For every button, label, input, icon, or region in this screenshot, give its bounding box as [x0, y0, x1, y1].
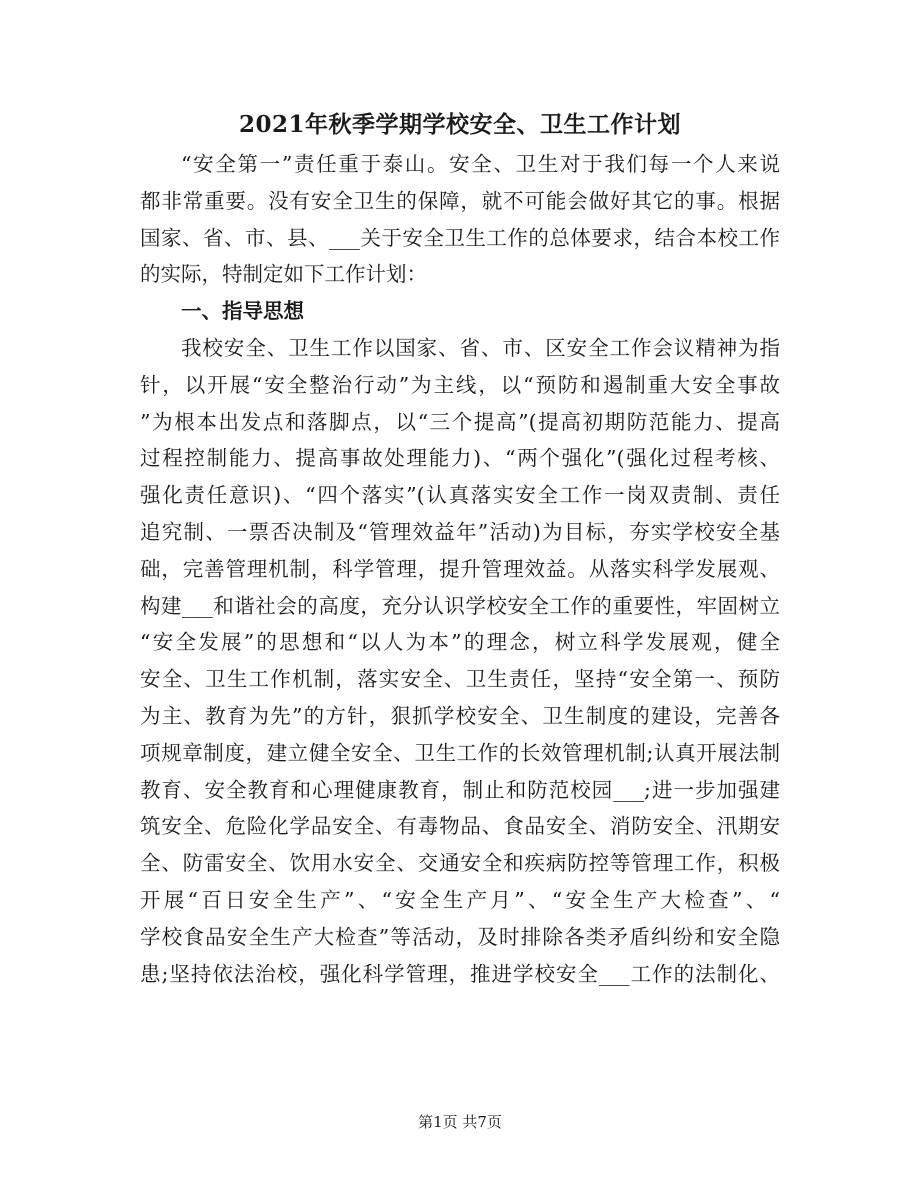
paragraph-line: 开展“百日安全生产”、“安全生产月”、“安全生产大检查”、“	[140, 887, 780, 912]
paragraph-line: 学校食品安全生产大检查”等活动，及时排除各类矛盾纠纷和安全隐	[140, 924, 780, 949]
paragraph-line: 构建___和谐社会的高度，充分认识学校安全工作的重要性，牢固树立	[140, 593, 780, 618]
paragraph-line: 全、防雷安全、饮用水安全、交通安全和疾病防控等管理工作，积极	[140, 851, 780, 876]
paragraph-line: 为主、教育为先”的方针，狠抓学校安全、卫生制度的建设，完善各	[140, 703, 780, 728]
paragraph-line: ”为根本出发点和落脚点，以“三个提高”(提高初期防范能力、提高	[140, 409, 780, 434]
paragraph-line: 我校安全、卫生工作以国家、省、市、区安全工作会议精神为指	[181, 335, 780, 360]
paragraph-line: “安全发展”的思想和“以人为本”的理念，树立科学发展观，健全	[140, 630, 780, 655]
paragraph-line: 安全、卫生工作机制，落实安全、卫生责任，坚持“安全第一、预防	[140, 667, 780, 692]
paragraph-line: 国家、省、市、县、___关于安全卫生工作的总体要求，结合本校工作	[140, 225, 780, 250]
paragraph-line: 针，以开展“安全整治行动”为主线，以“预防和遏制重大安全事故	[140, 372, 780, 397]
paragraph-line: 追究制、一票否决制及“管理效益年”活动)为目标，夯实学校安全基	[140, 519, 780, 544]
document-body	[140, 146, 780, 992]
section-heading: 一、指导思想	[181, 299, 304, 324]
paragraph-line: 项规章制度，建立健全安全、卫生工作的长效管理机制;认真开展法制	[140, 740, 780, 765]
paragraph-line: “安全第一”责任重于泰山。安全、卫生对于我们每一个人来说	[181, 152, 780, 176]
paragraph-line: 强化责任意识)、“四个落实”(认真落实安全工作一岗双责制、责任	[140, 483, 780, 508]
page-number-footer: 第1页 共7页	[418, 1113, 502, 1131]
paragraph-line: 础，完善管理机制，科学管理，提升管理效益。从落实科学发展观、	[140, 556, 780, 581]
paragraph-line: 的实际，特制定如下工作计划：	[140, 262, 427, 287]
paragraph-line: 都非常重要。没有安全卫生的保障，就不可能会做好其它的事。根据	[140, 188, 780, 213]
paragraph-line: 筑安全、危险化学品安全、有毒物品、食品安全、消防安全、汛期安	[140, 814, 780, 839]
paragraph-line: 患;坚持依法治校，强化科学管理，推进学校安全___工作的法制化、	[140, 961, 780, 986]
paragraph-line: 教育、安全教育和心理健康教育，制止和防范校园___;进一步加强建	[140, 777, 780, 802]
document-title: 2021年秋季学期学校安全、卫生工作计划	[238, 111, 681, 138]
paragraph-line: 过程控制能力、提高事故处理能力)、“两个强化”(强化过程考核、	[140, 446, 780, 471]
